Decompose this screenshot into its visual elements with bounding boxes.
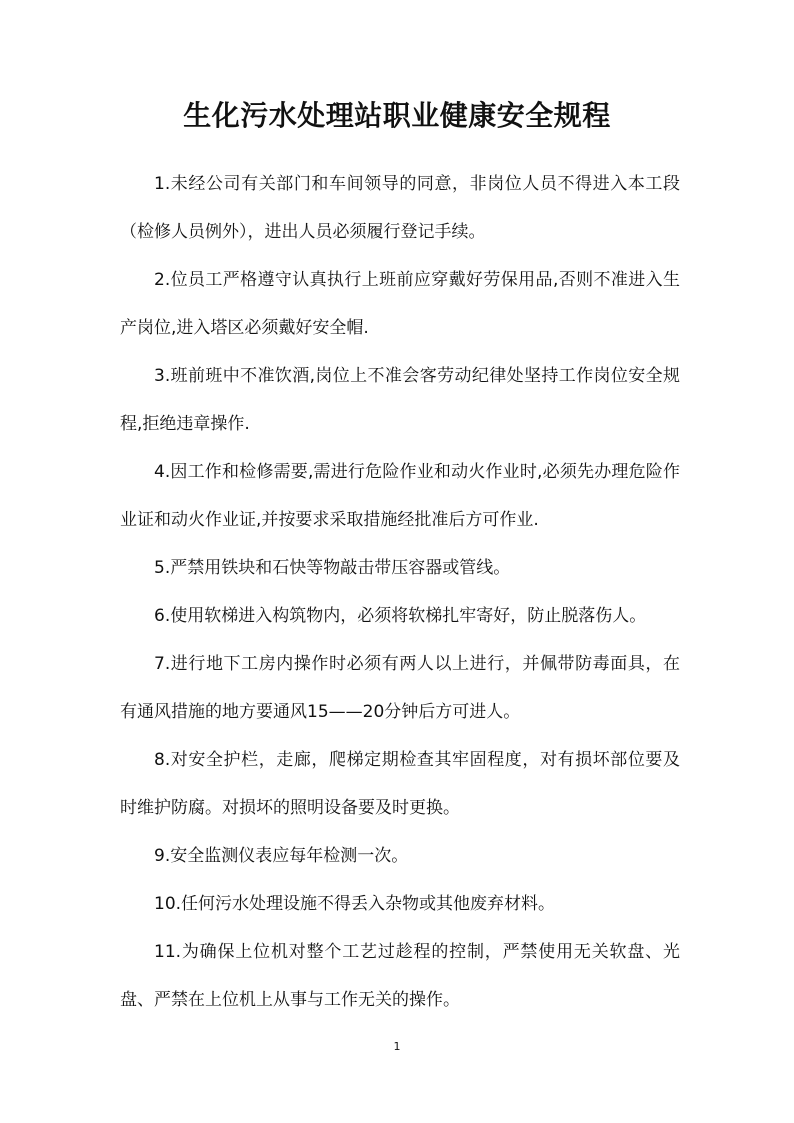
document-title: 生化污水处理站职业健康安全规程 (183, 99, 611, 132)
paragraph-4: 4.因工作和检修需要,需进行危险作业和动火作业时,必须先办理危险作业证和动火作业证,并按要求采取措施经批准后方可作业. (120, 462, 680, 530)
paragraph-9: 9.安全监测仪表应每年检测一次。 (154, 846, 409, 866)
paragraph-6: 6.使用软梯进入构筑物内，必须将软梯扎牢寄好，防止脱落伤人。 (154, 606, 647, 626)
paragraph-3: 3.班前班中不准饮酒,岗位上不准会客劳动纪律处坚持工作岗位安全规程,拒绝违章操作. (120, 366, 680, 434)
paragraph-1: 1.未经公司有关部门和车间领导的同意，非岗位人员不得进入本工段（检修人员例外），进出人员必须履行登记手续。 (120, 174, 680, 242)
paragraph-5: 5.严禁用铁块和石快等物敲击带压容器或管线。 (154, 558, 511, 578)
paragraph-8: 8.对安全护栏，走廊，爬梯定期检查其牢固程度，对有损坏部位要及时维护防腐。对损坏的照明设备要及时更换。 (120, 750, 680, 818)
paragraph-10: 10.任何污水处理设施不得丢入杂物或其他废弃材料。 (154, 894, 556, 914)
page-number: 1 (393, 1040, 401, 1053)
paragraph-7: 7.进行地下工房内操作时必须有两人以上进行，并佩带防毒面具，在有通风措施的地方要通风15——20分钟后方可进人。 (120, 654, 680, 722)
paragraph-11: 11.为确保上位机对整个工艺过趁程的控制，严禁使用无关软盘、光盘、严禁在上位机上从事与工作无关的操作。 (120, 942, 680, 1010)
document-body (120, 160, 680, 1024)
paragraph-2: 2.位员工严格遵守认真执行上班前应穿戴好劳保用品,否则不准进入生产岗位,进入塔区必须戴好安全帽. (120, 270, 680, 338)
